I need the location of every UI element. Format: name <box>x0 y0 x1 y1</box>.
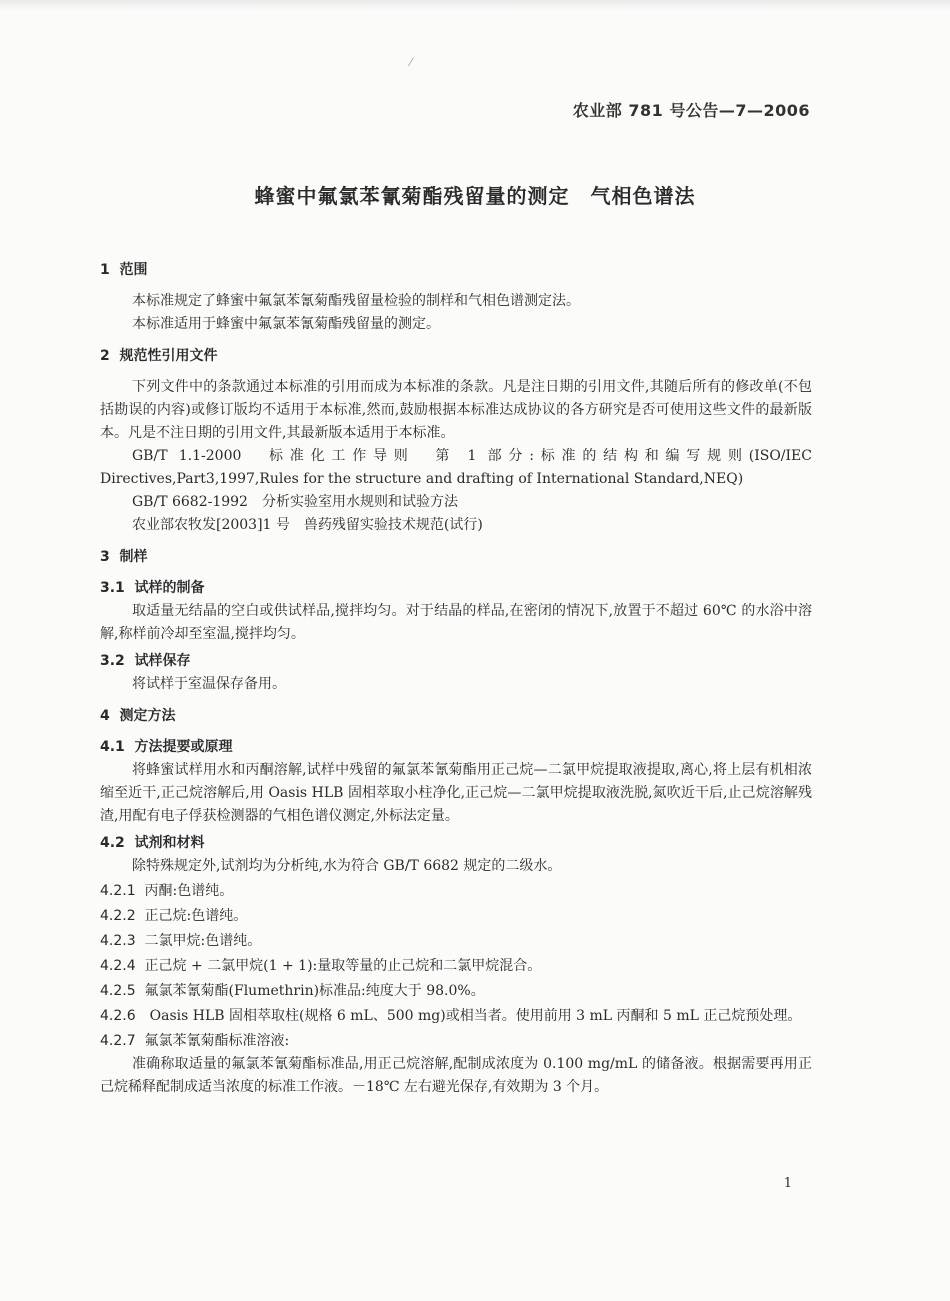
section-heading-references: 2 规范性引用文件 <box>100 348 218 364</box>
subsection-4-2-paragraph: 除特殊规定外,试剂均为分析纯,水为符合 GB/T 6682 规定的二级水。 <box>132 858 562 874</box>
reagent-item <box>100 1030 812 1053</box>
subsection-3-1-paragraph: 取适量无结晶的空白或供试样品,搅拌均匀。对于结晶的样品,在密闭的情况下,放置于不超过 60℃ 的水浴中溶解,称样前冷却至室温,搅拌均匀。 <box>100 603 812 642</box>
subsection-heading-3-1: 3.1 试样的制备 <box>100 580 205 596</box>
document-title: 蜂蜜中氟氯苯氰菊酯残留量的测定 气相色谱法 <box>254 184 696 208</box>
reagent-item <box>100 1005 812 1028</box>
item-number: 4.2.4 <box>100 958 136 974</box>
item-number: 4.2.1 <box>100 883 136 899</box>
section-heading-scope: 1 范围 <box>100 262 148 278</box>
document-body <box>100 250 812 1099</box>
standard-solution-paragraph: 准确称取适量的氟氯苯氰菊酯标准品,用正己烷溶解,配制成浓度为 0.100 mg/mL 的储备液。根据需要再用正己烷稀释配制成适当浓度的标准工作液。－18℃ 左右避光保存,有效期为 3 个月。 <box>100 1056 812 1095</box>
item-text: 二氯甲烷:色谱纯。 <box>144 933 262 949</box>
reagent-item <box>100 905 812 928</box>
item-number: 4.2.5 <box>100 983 136 999</box>
reagent-item <box>100 880 812 903</box>
subsection-heading-3-2: 3.2 试样保存 <box>100 653 191 669</box>
item-text: 氟氯苯氰菊酯标准溶液: <box>144 1033 290 1049</box>
item-text: 丙酮:色谱纯。 <box>144 883 234 899</box>
item-text: 正己烷:色谱纯。 <box>144 908 248 924</box>
item-number: 4.2.3 <box>100 933 136 949</box>
scope-paragraph-1: 本标准规定了蜂蜜中氟氯苯氰菊酯残留量检验的制样和气相色谱测定法。 <box>132 293 580 309</box>
reference-item: GB/T 6682-1992 分析实验室用水规则和试验方法 <box>132 494 458 510</box>
references-paragraph: 下列文件中的条款通过本标准的引用而成为本标准的条款。凡是注日期的引用文件,其随后所有的修改单(不包括勘误的内容)或修订版均不适用于本标准,然而,鼓励根据本标准达成协议的各方研究是否可使用这些文件的最新版本。凡是不注日期的引用文件,其最新版本适用于本标准。 <box>100 379 812 441</box>
item-number: 4.2.7 <box>100 1033 136 1049</box>
reagent-item <box>100 930 812 953</box>
page-number: 1 <box>783 1176 792 1191</box>
reference-item: GB/T 1.1-2000 标准化工作导则 第 1 部分:标准的结构和编写规则(ISO/IEC Directives,Part3,1997,Rules for the structure and drafting of International Standard,NEQ) <box>100 448 812 487</box>
item-text: Oasis HLB 固相萃取柱(规格 6 mL、500 mg)或相当者。使用前用 3 mL 丙酮和 5 mL 正己烷预处理。 <box>149 1008 802 1024</box>
item-text: 氟氯苯氰菊酯(Flumethrin)标准品:纯度大于 98.0%。 <box>144 983 485 999</box>
scan-edge <box>0 0 950 10</box>
item-text: 正己烷 + 二氯甲烷(1 + 1):量取等量的止己烷和二氯甲烷混合。 <box>144 958 542 974</box>
subsection-4-1-paragraph: 将蜂蜜试样用水和丙酮溶解,试样中残留的氟氯苯氰菊酯用正己烷—二氯甲烷提取液提取,离心,将上层有机相浓缩至近干,正己烷溶解后,用 Oasis HLB 固相萃取小柱净化,正己烷—二氯甲烷提取液洗脱,氮吹近干后,止己烷溶解残渣,用配有电子俘获检测器的气相色谱仪测定,外标法定量。 <box>100 762 812 824</box>
subsection-3-2-paragraph: 将试样于室温保存备用。 <box>132 676 286 692</box>
subsection-heading-4-2: 4.2 试剂和材料 <box>100 835 205 851</box>
scope-paragraph-2: 本标准适用于蜂蜜中氟氯苯氰菊酯残留量的测定。 <box>132 316 440 332</box>
item-number: 4.2.2 <box>100 908 136 924</box>
document-code: 农业部 781 号公告—7—2006 <box>572 101 810 120</box>
section-heading-method: 4 测定方法 <box>100 708 176 724</box>
reagent-item <box>100 980 812 1003</box>
section-heading-sample-prep: 3 制样 <box>100 549 148 565</box>
reagent-item <box>100 955 812 978</box>
subsection-heading-4-1: 4.1 方法提要或原理 <box>100 739 233 755</box>
item-number: 4.2.6 <box>100 1008 136 1024</box>
scan-speck: ⁄ <box>410 56 412 69</box>
reference-item: 农业部农牧发[2003]1 号 兽药残留实验技术规范(试行) <box>132 517 483 533</box>
